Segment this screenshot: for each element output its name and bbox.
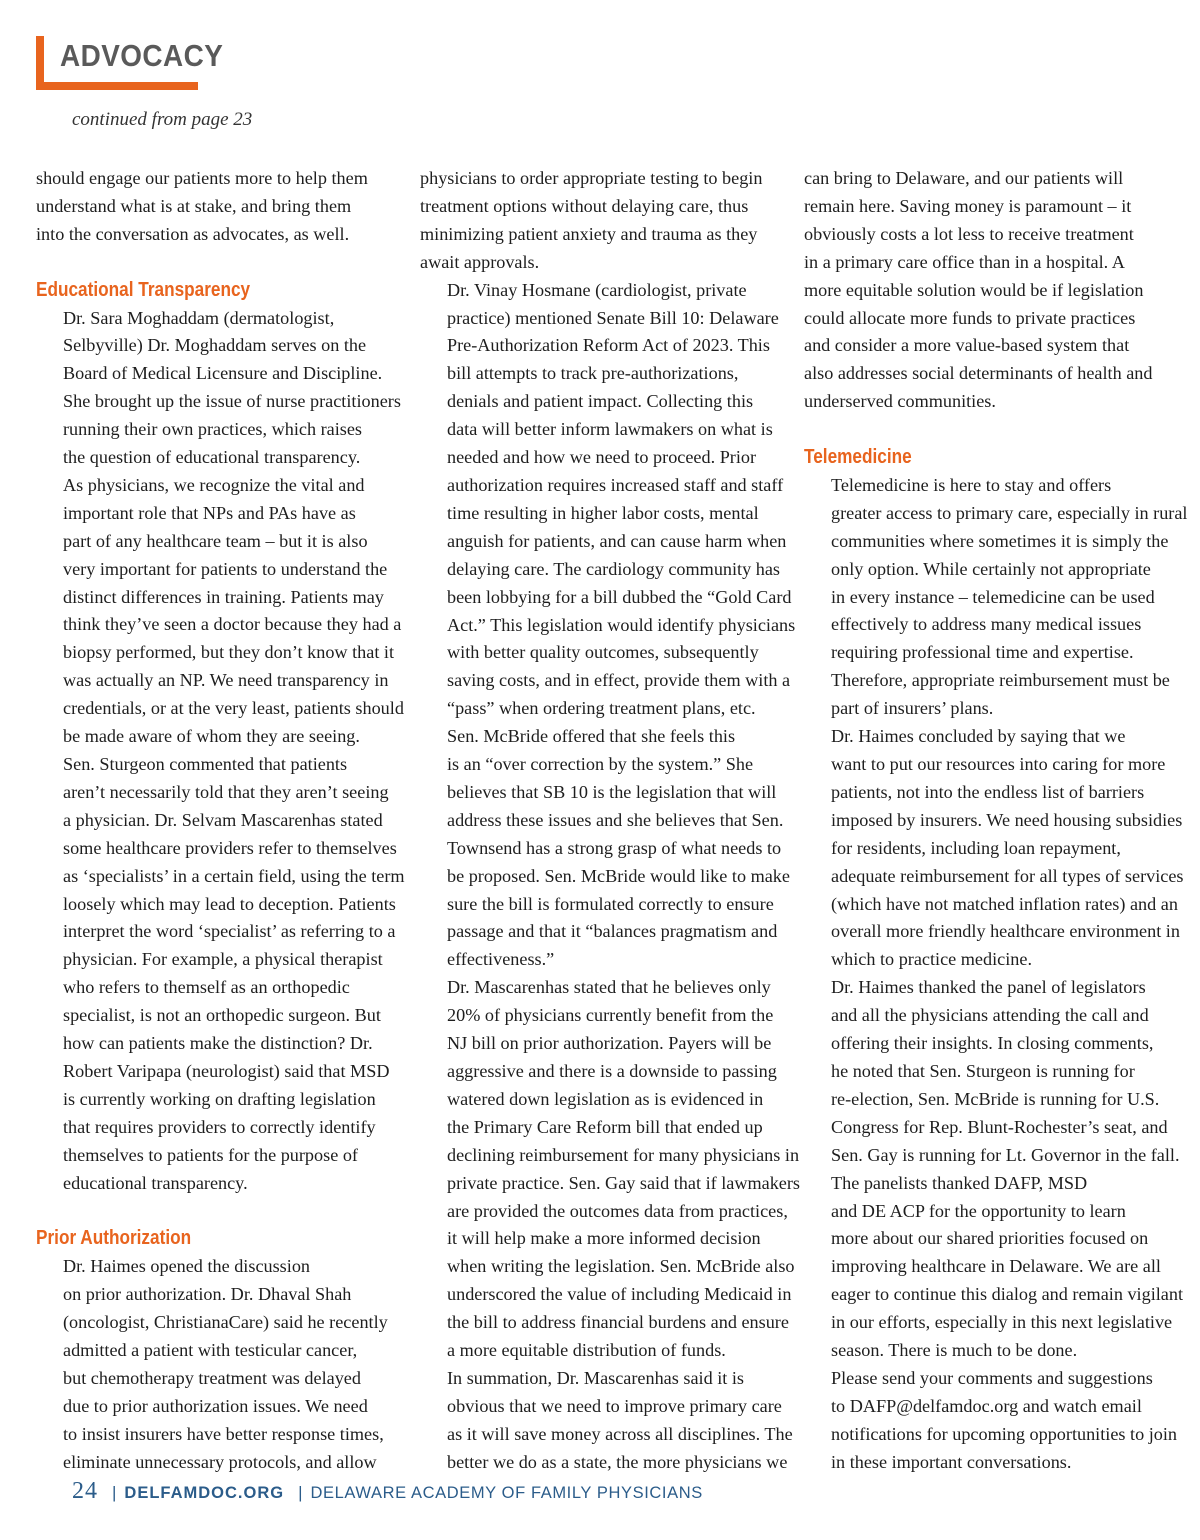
text-line: biopsy performed, but they don’t know that it	[63, 642, 395, 663]
text-line: declining reimbursement for many physicians in	[447, 1144, 800, 1165]
text-line: understand what is at stake, and bring them	[36, 195, 352, 216]
text-line: communities where sometimes it is simply the	[831, 530, 1169, 551]
text-line: bill attempts to track pre-authorizations,	[447, 363, 739, 384]
text-line: in a primary care office than in a hospital. A	[804, 251, 1125, 272]
text-line: season. There is much to be done.	[831, 1340, 1078, 1361]
text-line: passage and that it “balances pragmatism and	[447, 921, 778, 942]
paragraph	[420, 277, 796, 724]
text-line: due to prior authorization issues. We need	[63, 1395, 368, 1416]
paragraph	[420, 1365, 793, 1477]
text-line: the bill to address financial burdens and ensure	[447, 1312, 789, 1333]
text-line: Dr. Vinay Hosmane (cardiologist, private	[447, 279, 747, 300]
paragraph	[420, 723, 790, 974]
text-line: anguish for patients, and can cause harm when	[447, 530, 787, 551]
text-line: some healthcare providers refer to themselves	[63, 837, 397, 858]
footer-organization: DELAWARE ACADEMY OF FAMILY PHYSICIANS	[310, 1484, 703, 1502]
accent-horizontal-bar	[36, 82, 198, 90]
text-line: Sen. McBride offered that she feels this	[447, 726, 736, 747]
text-line: a physician. Dr. Selvam Mascarenhas stated	[63, 809, 383, 830]
text-line: offering their insights. In closing comments,	[831, 1033, 1154, 1054]
text-line: As physicians, we recognize the vital and	[63, 474, 365, 495]
text-line: Dr. Haimes thanked the panel of legislators	[831, 977, 1146, 998]
text-line: aren’t necessarily told that they aren’t seeing	[63, 781, 389, 802]
text-line: time resulting in higher labor costs, mental	[447, 502, 759, 523]
text-line: and DE ACP for the opportunity to learn	[831, 1200, 1126, 1221]
text-line: Robert Varipapa (neurologist) said that MSD	[63, 1060, 390, 1081]
paragraph	[804, 165, 1166, 416]
text-line: address these issues and she believes that Sen.	[447, 809, 784, 830]
text-line: should engage our patients more to help them	[36, 168, 368, 188]
page-footer	[72, 1478, 703, 1510]
text-line: very important for patients to understand the	[63, 558, 388, 579]
paragraph	[804, 1365, 1178, 1477]
paragraph	[36, 751, 405, 1198]
text-line: remain here. Saving money is paramount – it	[804, 195, 1132, 216]
text-line: Board of Medical Licensure and Discipline.	[63, 363, 383, 384]
text-line: Telemedicine is here to stay and offers	[831, 474, 1112, 495]
text-line: distinct differences in training. Patients may	[63, 586, 384, 607]
text-line: imposed by insurers. We need housing subsidies	[831, 809, 1183, 830]
text-line: who refers to themself as an orthopedic	[63, 977, 350, 998]
text-line: (oncologist, ChristianaCare) said he recently	[63, 1312, 388, 1333]
text-line: “pass” when ordering treatment plans, etc.	[447, 698, 756, 719]
text-line: data will better inform lawmakers on what is	[447, 419, 773, 440]
text-line: how can patients make the distinction? Dr.	[63, 1033, 373, 1054]
text-line: Pre-Authorization Reform Act of 2023. This	[447, 335, 770, 356]
page-number: 24	[72, 1478, 98, 1504]
paragraph	[804, 974, 1180, 1169]
text-line: Dr. Haimes opened the discussion	[63, 1256, 311, 1277]
text-line: eager to continue this dialog and remain vigilant	[831, 1284, 1184, 1305]
text-line: as ‘specialists’ in a certain field, using the term	[63, 865, 405, 886]
text-line: believes that SB 10 is the legislation that will	[447, 781, 777, 802]
heading-prior-authorization: Prior Authorization	[36, 1227, 192, 1250]
section-header	[36, 36, 224, 90]
text-line: saving costs, and in effect, provide them with a	[447, 670, 791, 691]
text-line: with better quality outcomes, subsequently	[447, 642, 759, 663]
text-line: in these important conversations.	[831, 1451, 1072, 1472]
paragraph	[804, 723, 1184, 974]
text-line: adequate reimbursement for all types of services	[831, 865, 1184, 886]
text-line: want to put our resources into caring for more	[831, 754, 1166, 775]
text-line: Therefore, appropriate reimbursement must be	[831, 670, 1170, 691]
text-line: Dr. Mascarenhas stated that he believes only	[447, 977, 771, 998]
text-line: Dr. Haimes concluded by saying that we	[831, 726, 1126, 747]
text-line: obviously costs a lot less to receive treatment	[804, 223, 1134, 244]
text-line: treatment options without delaying care, thus	[420, 195, 749, 216]
text-line: he noted that Sen. Sturgeon is running for	[831, 1060, 1135, 1081]
text-line: into the conversation as advocates, as well.	[36, 223, 350, 244]
text-line: Act.” This legislation would identify physicians	[447, 614, 796, 635]
text-line: needed and how we need to proceed. Prior	[447, 447, 757, 468]
text-line: in every instance – telemedicine can be used	[831, 586, 1155, 607]
text-line: more about our shared priorities focused on	[831, 1228, 1149, 1249]
text-line: NJ bill on prior authorization. Payers will be	[447, 1033, 772, 1054]
text-line: denials and patient impact. Collecting this	[447, 391, 754, 412]
text-line: admitted a patient with testicular cancer,	[63, 1340, 358, 1361]
text-line: can bring to Delaware, and our patients will	[804, 168, 1124, 188]
text-line: when writing the legislation. Sen. McBride also	[447, 1256, 795, 1277]
text-line: loosely which may lead to deception. Patients	[63, 893, 396, 914]
text-line: be proposed. Sen. McBride would like to make	[447, 865, 790, 886]
text-line: minimizing patient anxiety and trauma as they	[420, 223, 758, 244]
column-2	[420, 165, 801, 1477]
text-line: requiring professional time and expertise.	[831, 642, 1134, 663]
text-line: (which have not matched inflation rates) and an	[831, 893, 1178, 914]
text-line: Sen. Sturgeon commented that patients	[63, 754, 348, 775]
text-line: obvious that we need to improve primary care	[447, 1395, 782, 1416]
text-line: but chemotherapy treatment was delayed	[63, 1367, 361, 1388]
text-line: eliminate unnecessary protocols, and allow	[63, 1451, 377, 1472]
text-line: watered down legislation as is evidenced in	[447, 1088, 764, 1109]
text-line: was actually an NP. We need transparency in	[63, 670, 389, 691]
footer-site-link[interactable]: DELFAMDOC.ORG	[124, 1484, 285, 1502]
text-line: await approvals.	[420, 251, 540, 272]
text-line: been lobbying for a bill dubbed the “Gold Card	[447, 586, 792, 607]
text-line: running their own practices, which raises	[63, 419, 362, 440]
text-line: Dr. Sara Moghaddam (dermatologist,	[63, 307, 335, 328]
text-line: are provided the outcomes data from practices,	[447, 1200, 788, 1221]
column-3	[804, 165, 1188, 1477]
text-line: Congress for Rep. Blunt-Rochester’s seat, and	[831, 1116, 1168, 1137]
text-line: Selbyville) Dr. Moghaddam serves on the	[63, 335, 367, 356]
text-line: part of any healthcare team – but it is also	[63, 530, 368, 551]
text-line: greater access to primary care, especially in rural	[831, 502, 1188, 523]
text-line: the Primary Care Reform bill that ended up	[447, 1116, 763, 1137]
text-line: sure the bill is formulated correctly to ensure	[447, 893, 774, 914]
text-line: improving healthcare in Delaware. We are all	[831, 1256, 1161, 1277]
text-line: Sen. Gay is running for Lt. Governor in the fall.	[831, 1144, 1180, 1165]
text-line: it will help make a more informed decision	[447, 1228, 761, 1249]
section-title: ADVOCACY	[60, 38, 224, 73]
intro-paragraph	[36, 165, 388, 249]
text-line: The panelists thanked DAFP, MSD	[831, 1172, 1088, 1193]
text-line: also addresses social determinants of health and	[804, 363, 1153, 384]
text-line: that requires providers to correctly identify	[63, 1116, 376, 1137]
text-line: better we do as a state, the more physicians we	[447, 1451, 788, 1472]
text-line: and all the physicians attending the call and	[831, 1005, 1149, 1026]
text-line: interpret the word ‘specialist’ as referring to a	[63, 921, 396, 942]
text-line: the question of educational transparency.	[63, 447, 361, 468]
text-line: and consider a more value-based system that	[804, 335, 1130, 356]
text-line: is an “over correction by the system.” She	[447, 754, 754, 775]
text-line: overall more friendly healthcare environment in	[831, 921, 1180, 942]
paragraph	[36, 305, 404, 752]
text-line: physicians to order appropriate testing to begin	[420, 168, 763, 188]
text-line: 20% of physicians currently benefit from the	[447, 1005, 774, 1026]
paragraph	[804, 472, 1188, 723]
paragraph	[804, 1170, 1184, 1365]
paragraph	[420, 165, 782, 277]
text-line: practice) mentioned Senate Bill 10: Delaware	[447, 307, 779, 328]
text-line: delaying care. The cardiology community has	[447, 558, 780, 579]
text-line: think they’ve seen a doctor because they had a	[63, 614, 402, 635]
paragraph	[420, 974, 801, 1365]
text-line: In summation, Dr. Mascarenhas said it is	[447, 1367, 745, 1388]
text-line: patients, not into the endless list of barriers	[831, 781, 1145, 802]
text-line: on prior authorization. Dr. Dhaval Shah	[63, 1284, 352, 1305]
text-line: specialist, is not an orthopedic surgeon. But	[63, 1005, 381, 1026]
text-line: credentials, or at the very least, patients should	[63, 698, 404, 719]
spacer	[36, 249, 388, 277]
text-line: aggressive and there is a downside to passing	[447, 1061, 777, 1081]
text-line: themselves to patients for the purpose of	[63, 1144, 358, 1165]
heading-telemedicine: Telemedicine	[804, 446, 912, 469]
text-line: authorization requires increased staff and staff	[447, 474, 784, 495]
footer-separator: |	[298, 1483, 303, 1502]
paragraph	[36, 1253, 388, 1476]
text-line: only option. While certainly not appropriate	[831, 558, 1151, 579]
heading-educational-transparency: Educational Transparency	[36, 278, 251, 301]
text-line: a more equitable distribution of funds.	[447, 1340, 726, 1361]
text-line: as it will save money across all disciplines. The	[447, 1423, 793, 1444]
text-line: to insist insurers have better response times,	[63, 1423, 384, 1444]
continued-note: continued from page 23	[72, 109, 253, 130]
text-line: more equitable solution would be if legislation	[804, 279, 1144, 300]
text-line: Townsend has a strong grasp of what needs to	[447, 837, 782, 858]
text-line: in our efforts, especially in this next legislative	[831, 1312, 1173, 1333]
text-line: notifications for upcoming opportunities to join	[831, 1423, 1178, 1444]
text-line: to DAFP@delfamdoc.org and watch email	[831, 1395, 1142, 1416]
text-line: be made aware of whom they are seeing.	[63, 726, 360, 747]
text-line: for residents, including loan repayment,	[831, 837, 1121, 858]
text-line: re-election, Sen. McBride is running for U.S.	[831, 1088, 1160, 1109]
text-line: private practice. Sen. Gay said that if lawmakers	[447, 1172, 801, 1193]
spacer	[804, 416, 1166, 444]
text-line: educational transparency.	[63, 1172, 248, 1193]
footer-separator: |	[112, 1483, 117, 1502]
text-line: underscored the value of including Medicaid in	[447, 1284, 792, 1305]
text-line: is currently working on drafting legislation	[63, 1088, 376, 1109]
text-line: part of insurers’ plans.	[831, 698, 994, 719]
text-line: which to practice medicine.	[831, 949, 1032, 970]
text-line: effectiveness.”	[447, 949, 555, 970]
text-line: She brought up the issue of nurse practitioners	[63, 391, 401, 412]
spacer	[36, 1198, 388, 1226]
text-line: physician. For example, a physical therapist	[63, 949, 383, 970]
text-line: could allocate more funds to private practices	[804, 307, 1136, 328]
text-line: important role that NPs and PAs have as	[63, 502, 356, 523]
text-line: underserved communities.	[804, 391, 996, 412]
text-line: effectively to address many medical issues	[831, 614, 1142, 635]
column-1	[36, 165, 405, 1477]
text-line: Please send your comments and suggestions	[831, 1367, 1153, 1388]
